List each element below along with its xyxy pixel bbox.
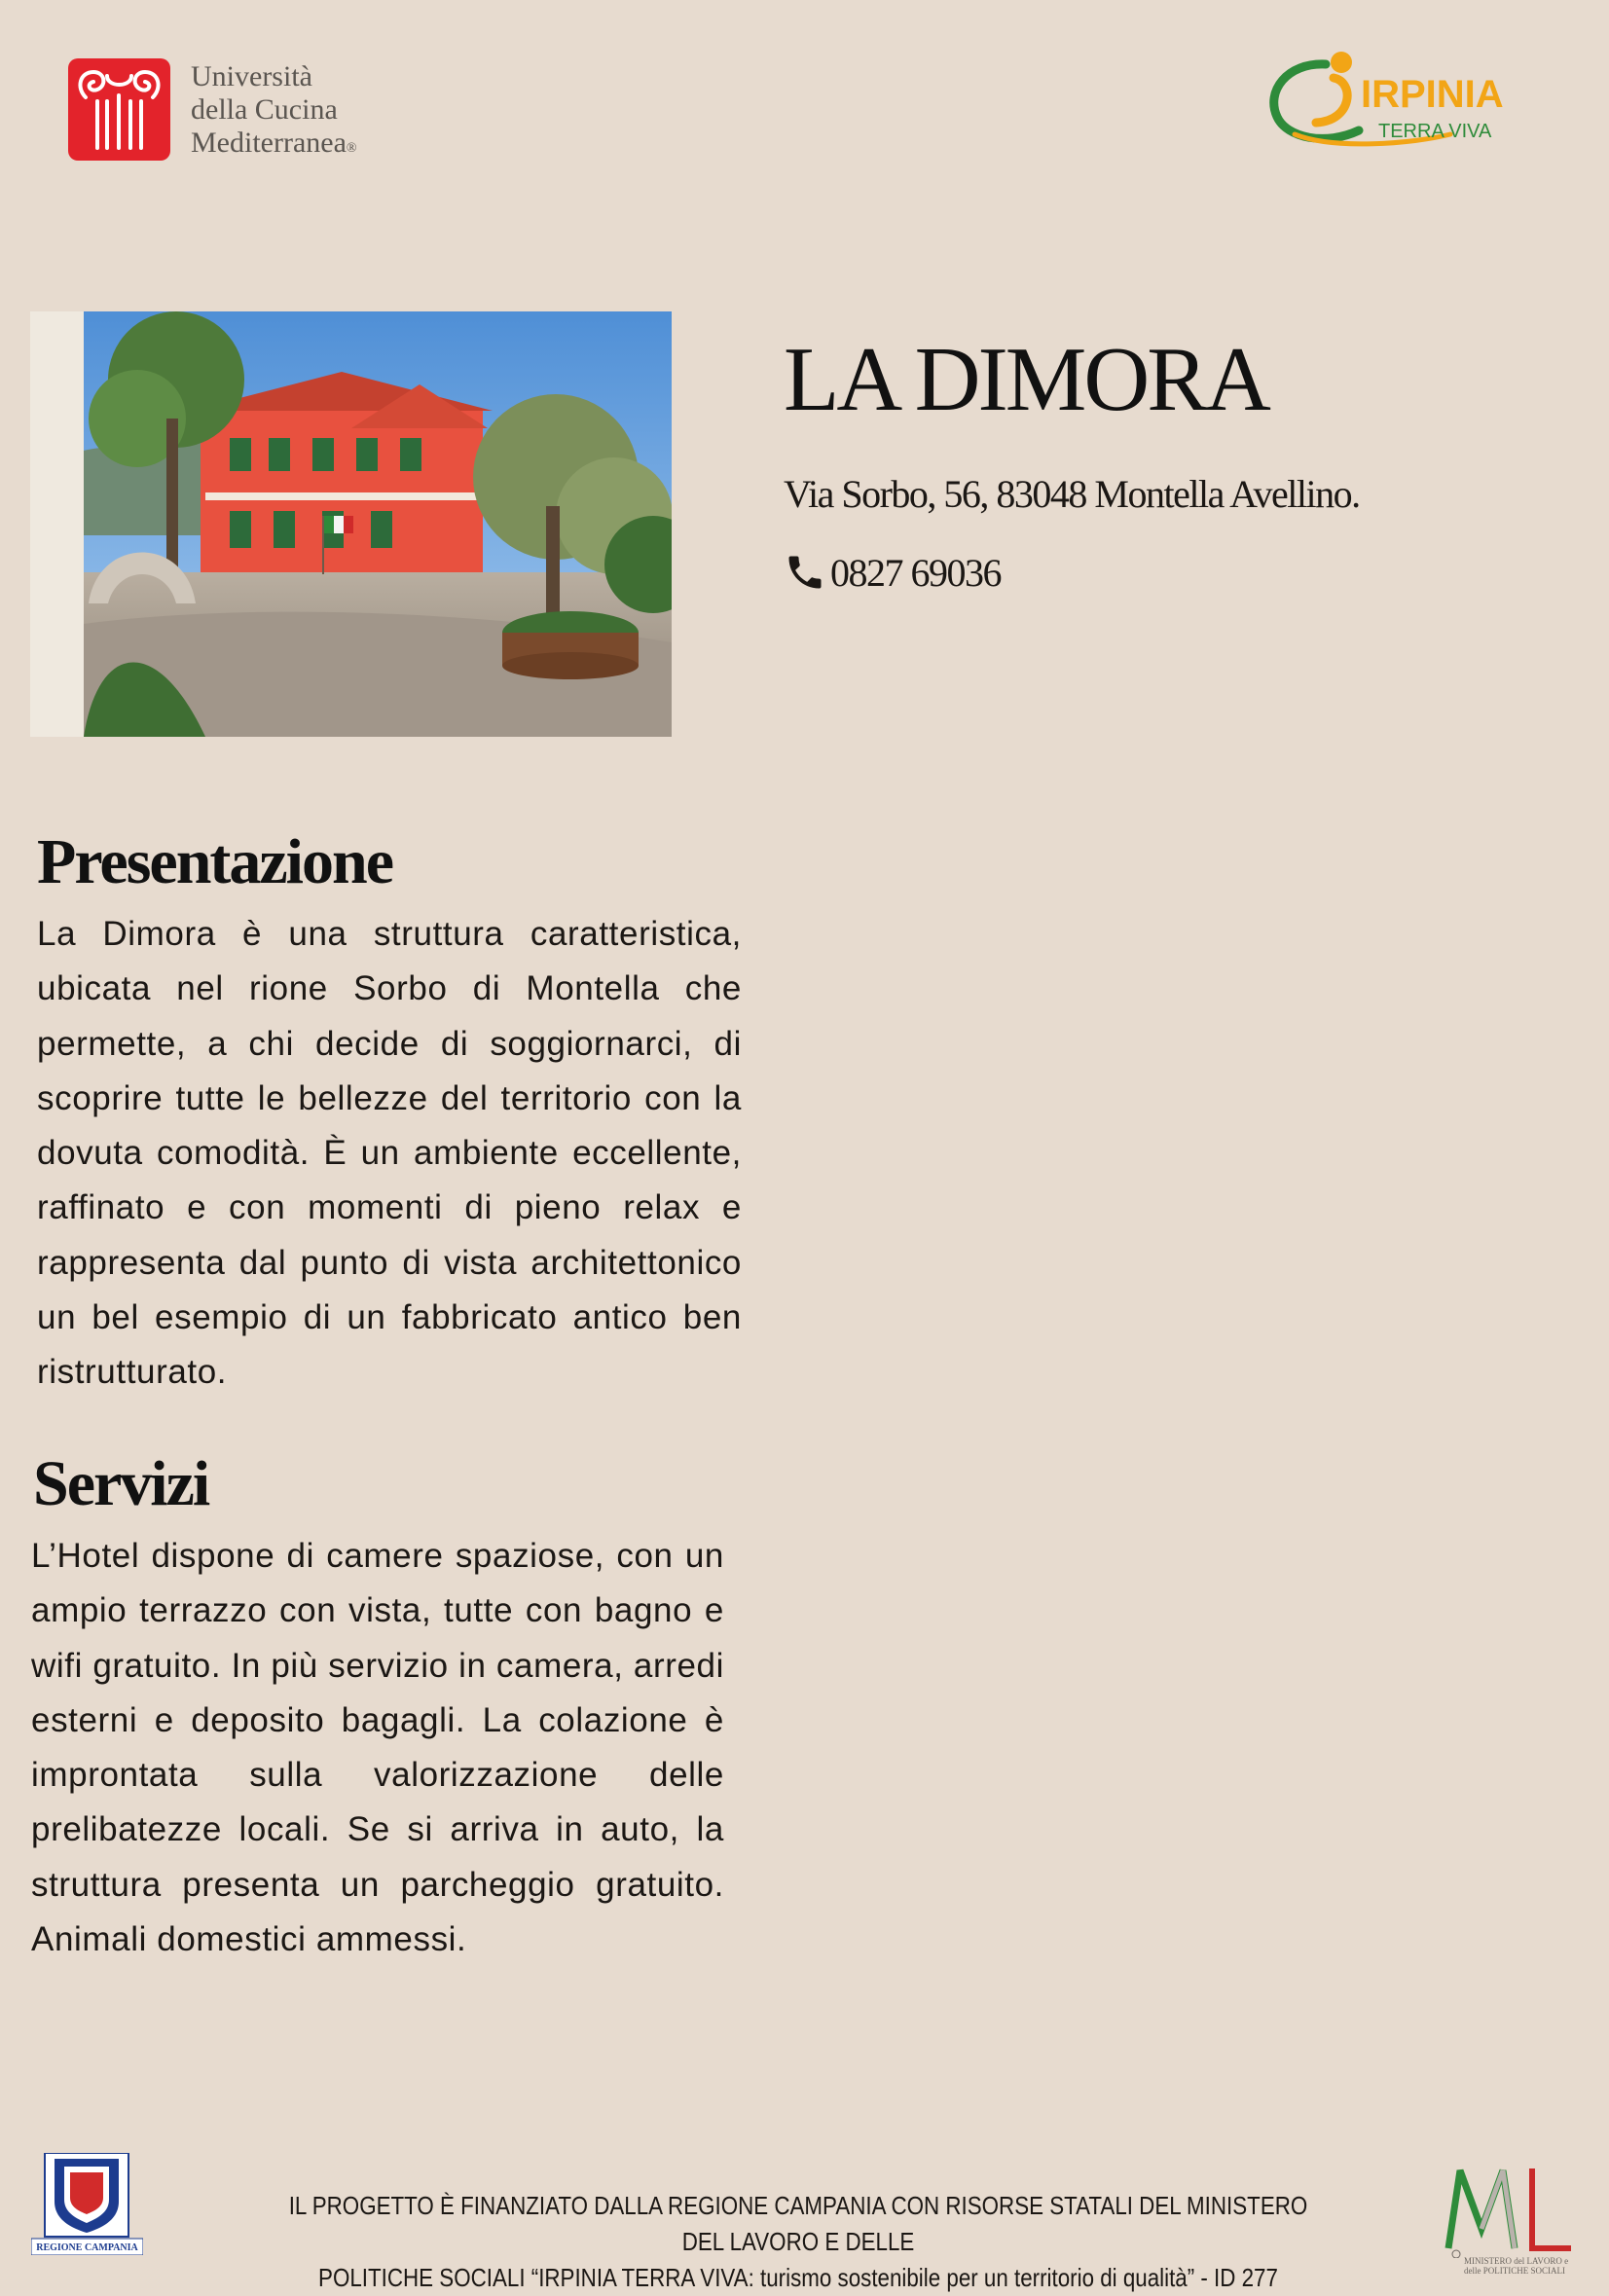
phone-row: [784, 548, 1001, 597]
irpinia-logo-text: IRPINIA: [1361, 73, 1504, 116]
ministero-lavoro-logo: [1443, 2161, 1579, 2276]
phone-icon: [784, 551, 826, 594]
funding-disclaimer-line-2: POLITICHE SOCIALI “IRPINIA TERRA VIVA: turismo sostenibile per un territorio di qualità” - ID 277: [318, 2263, 1278, 2292]
university-logo-text: Università della Cucina Mediterranea®: [191, 60, 357, 159]
hotel-name: LA DIMORA: [784, 329, 1268, 430]
regione-campania-logo: [31, 2153, 143, 2255]
hotel-address: Via Sorbo, 56, 83048 Montella Avellino.: [784, 472, 1360, 516]
university-logo-mark: [68, 58, 170, 161]
presentazione-text: La Dimora è una struttura caratteristica, ubicata nel rione Sorbo di Montella che permette, a chi decide di soggiornarci, di scoprire tutte le bellezze del territorio con la dovuta comodità. È un ambiente eccellente, raffinato e con momenti di pieno relax e rappresenta dal punto di vista architettonico un bel esempio di un fabbricato antico ben ristrutturato.: [37, 915, 742, 1392]
servizi-text: L’Hotel dispone di camere spaziose, con un ampio terrazzo con vista, tutte con bagno e wifi gratuito. In più servizio in camera, arredi esterni e deposito bagagli. La colazione è improntata sulla valorizzazione delle prelibatezze locali. Se si arriva in auto, la struttura presenta un parcheggio gratuito. Animali domestici ammessi.: [31, 1537, 724, 1959]
funding-disclaimer-line-1: IL PROGETTO È FINANZIATO DALLA REGIONE CAMPANIA CON RISORSE STATALI DEL MINISTERO DEL LAVORO E DELLE: [288, 2191, 1308, 2256]
ministero-caption: MINISTERO del LAVORO e delle POLITICHE SOCIALI: [1464, 2256, 1569, 2276]
hotel-photo: [30, 311, 672, 737]
presentazione-heading: Presentazione: [37, 826, 393, 897]
servizi-heading: Servizi: [33, 1448, 209, 1519]
regione-campania-label: REGIONE CAMPANIA: [36, 2242, 138, 2253]
funding-disclaimer: [279, 2188, 1317, 2296]
registered-mark: ®: [346, 141, 357, 156]
university-logo: [68, 58, 389, 164]
phone-number: 0827 69036: [830, 550, 1001, 595]
irpinia-terra-viva-logo: [1265, 49, 1528, 151]
irpinia-logo-tagline: TERRA VIVA: [1378, 121, 1492, 142]
